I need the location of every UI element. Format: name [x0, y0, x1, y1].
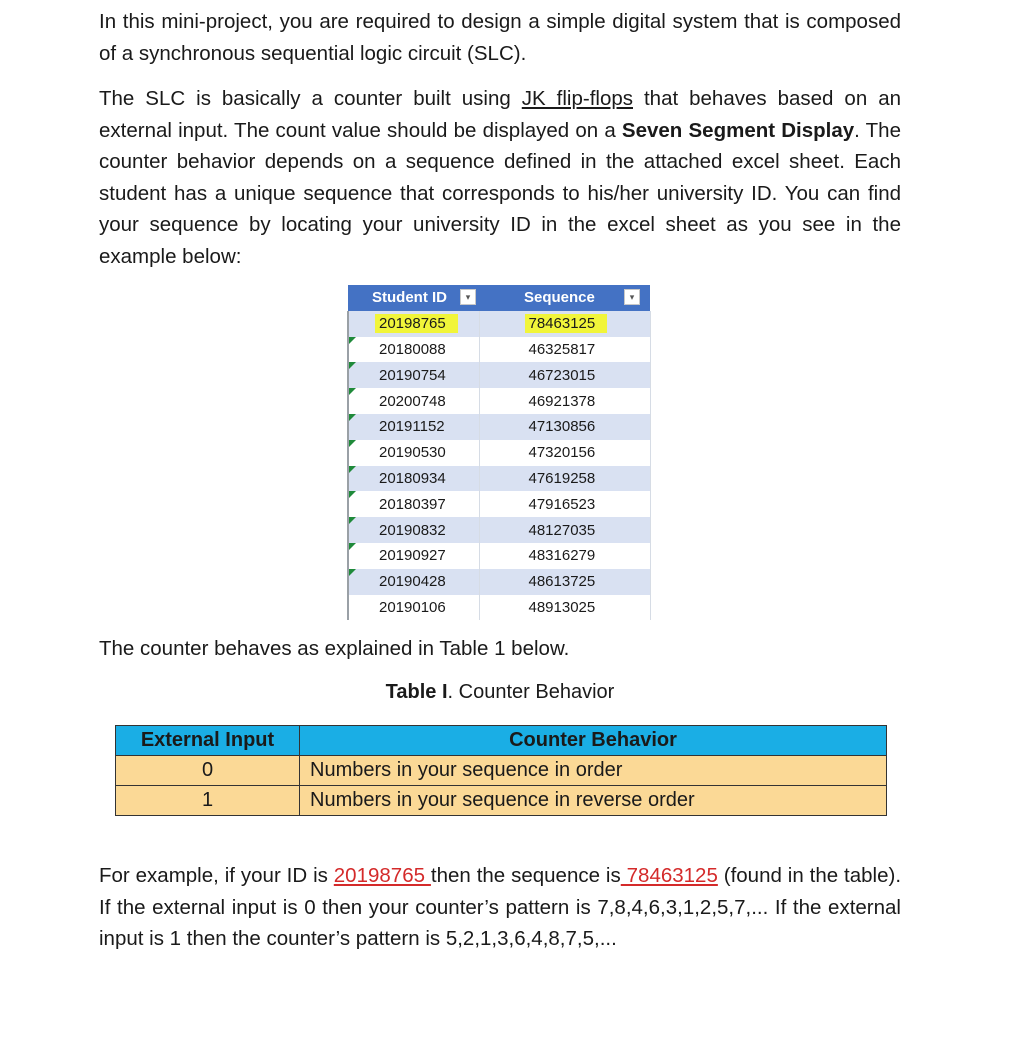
sequence-cell: 47916523	[479, 491, 650, 517]
highlighted-sequence: 78463125	[525, 314, 608, 333]
table-row	[348, 337, 650, 363]
cell-text: 20190832	[379, 521, 446, 539]
cell-text: 20190106	[379, 598, 446, 616]
filter-dropdown-icon[interactable]: ▾	[624, 289, 640, 305]
error-indicator-icon	[349, 337, 356, 344]
student-id-cell	[348, 466, 479, 492]
error-indicator-icon	[349, 466, 356, 473]
text-segment: (found in the table). If the external input is 0 then your counter’s pattern is 7,8,4,6,3,1,2,5,7,... If the external input is 1 then the counter’s pattern is 5,2,1,3,6,4,8,7,5,...	[99, 864, 902, 950]
cell-text: 20191152	[379, 418, 445, 436]
sequence-cell: 47320156	[479, 440, 650, 466]
cell-text: 20190927	[379, 547, 446, 565]
sequence-cell: 46325817	[479, 337, 650, 363]
error-indicator-icon	[349, 414, 356, 421]
table-row	[116, 786, 887, 816]
table-row	[348, 388, 650, 414]
error-indicator-icon	[349, 517, 356, 524]
table-row	[116, 756, 887, 786]
sequence-cell: 46921378	[479, 388, 650, 414]
jk-flipflops-link[interactable]: JK flip-flops	[521, 87, 633, 110]
cell-text: 20190530	[379, 444, 446, 462]
header-label: Sequence	[524, 289, 595, 307]
sequence-cell: 48316279	[479, 543, 650, 569]
behavior-cell: Numbers in your sequence in reverse order	[300, 786, 887, 816]
text-segment: then the sequence is	[430, 864, 621, 887]
sequence-cell: 47130856	[479, 414, 650, 440]
student-id-cell	[348, 491, 479, 517]
student-id-cell	[348, 337, 479, 363]
table-row	[348, 362, 650, 388]
sequence-cell: 46723015	[479, 362, 650, 388]
table-row	[348, 595, 650, 621]
text-segment: For example, if your ID is	[99, 864, 334, 887]
cell-text: 20180934	[379, 469, 446, 487]
error-indicator-icon	[349, 491, 356, 498]
table-row	[348, 569, 650, 595]
filter-dropdown-icon[interactable]: ▾	[460, 289, 476, 305]
error-indicator-icon	[349, 440, 356, 447]
student-id-cell	[348, 595, 479, 621]
sequence-cell: 48127035	[479, 517, 650, 543]
table-row	[348, 311, 650, 337]
external-input-header: External Input	[116, 726, 300, 756]
table-row	[348, 543, 650, 569]
table-header-row	[116, 726, 887, 756]
table-caption	[0, 681, 1000, 704]
table-row	[348, 517, 650, 543]
text-segment: . The counter behavior depends on a sequence defined in the attached excel sheet. Each student has a unique sequence that corresponds to his/her university ID. You can find your sequence by locating your university ID in the excel sheet as you see in the example below:	[99, 118, 901, 268]
counter-behavior-header: Counter Behavior	[300, 726, 887, 756]
text-segment: that behaves based on an external input. The count value should be displayed on a	[99, 87, 901, 142]
student-id-header	[348, 285, 479, 311]
student-id-cell	[348, 388, 479, 414]
example-id: 20198765	[333, 864, 431, 887]
caption-label: Table I	[385, 681, 448, 703]
table-header-row	[348, 285, 650, 311]
student-id-cell	[348, 517, 479, 543]
caption-text: . Counter Behavior	[447, 681, 615, 703]
seven-segment-bold: Seven Segment Display	[621, 118, 855, 142]
cell-text: 20190428	[379, 573, 446, 591]
student-id-cell	[348, 569, 479, 595]
table-row	[348, 440, 650, 466]
example-sequence: 78463125	[620, 864, 718, 887]
student-id-cell	[348, 362, 479, 388]
text-segment: The SLC is basically a counter built using	[99, 87, 522, 110]
student-id-cell	[348, 311, 479, 337]
sequence-cell: 47619258	[479, 466, 650, 492]
table-row	[348, 491, 650, 517]
sequence-cell	[479, 311, 650, 337]
cell-text: 20180397	[379, 495, 446, 513]
error-indicator-icon	[349, 362, 356, 369]
student-id-cell	[348, 414, 479, 440]
input-cell: 0	[116, 756, 300, 786]
student-id-cell	[348, 543, 479, 569]
student-id-cell	[348, 440, 479, 466]
sequence-cell: 48913025	[479, 595, 650, 621]
highlighted-id: 20198765	[375, 314, 458, 333]
behavior-cell: Numbers in your sequence in order	[300, 756, 887, 786]
table-row	[348, 466, 650, 492]
cell-text: 20200748	[379, 392, 446, 410]
student-sequence-table	[347, 285, 651, 620]
cell-text: 20190754	[379, 366, 446, 384]
sequence-header	[479, 285, 650, 311]
error-indicator-icon	[349, 569, 356, 576]
behavior-intro: The counter behaves as explained in Table 1 below.	[99, 637, 570, 660]
input-cell: 1	[116, 786, 300, 816]
error-indicator-icon	[349, 388, 356, 395]
header-label: Student ID	[372, 289, 447, 307]
example-paragraph	[99, 860, 901, 955]
table-row	[348, 414, 650, 440]
cell-text: 20180088	[379, 340, 446, 358]
error-indicator-icon	[349, 543, 356, 550]
description-paragraph	[99, 83, 901, 272]
intro-paragraph: In this mini-project, you are required to design a simple digital system that is composed of a synchronous sequential logic circuit (SLC).	[99, 10, 901, 65]
sequence-cell: 48613725	[479, 569, 650, 595]
counter-behavior-table	[115, 725, 887, 816]
